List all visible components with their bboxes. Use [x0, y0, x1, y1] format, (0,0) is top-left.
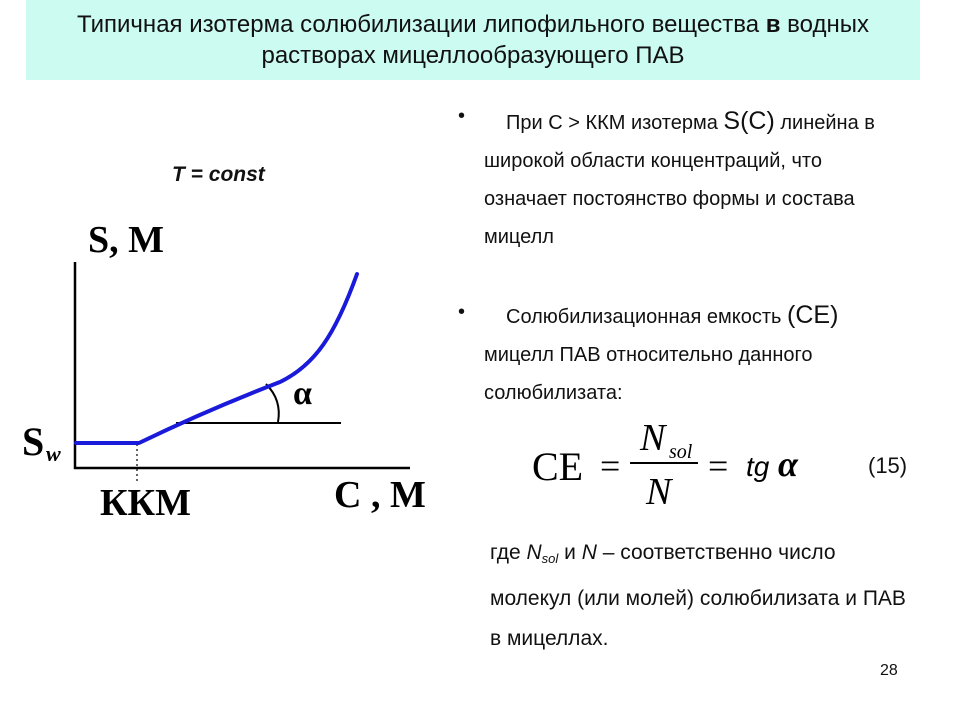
formula-equals-1: = — [600, 446, 621, 486]
formula-denominator: N — [646, 471, 672, 513]
formula-lhs: CE — [532, 444, 584, 489]
bullet-1-text-before: При С > ККМ изотерма — [506, 112, 724, 134]
bullet-marker-2: • — [458, 301, 466, 323]
title-part-3: водных растворах мицеллообразующего ПАВ — [261, 11, 869, 69]
y-axis-label: S, M — [88, 219, 164, 261]
sw-label: S — [22, 419, 45, 464]
footnote-where: где — [490, 541, 527, 564]
angle-label: α — [293, 375, 312, 412]
formula-numerator: N — [640, 417, 666, 459]
kkm-label: ККМ — [100, 482, 191, 524]
formula-tg: tg — [746, 451, 770, 482]
formula-alpha: α — [778, 444, 798, 484]
footnote-n: N — [581, 541, 597, 564]
isotherm-graph — [0, 0, 440, 540]
solubilization-capacity-formula — [528, 416, 828, 516]
bullet-2-text-after: мицелл ПАВ относительно данного солюбилизата: — [484, 344, 813, 404]
footnote — [490, 533, 910, 659]
bullet-1-text-after: линейна в широкой области концентраций, что означает постоянство формы и состава мицелл — [484, 112, 875, 248]
footnote-and: и — [558, 541, 582, 564]
title-part-2: в — [765, 11, 781, 38]
bullet-text-1 — [484, 102, 884, 256]
bullet-marker-1: • — [458, 105, 466, 127]
page-number: 28 — [880, 662, 898, 679]
formula-numerator-sub: sol — [669, 441, 693, 463]
footnote-n-sol-sub: sol — [541, 551, 559, 566]
footnote-n-sol: N — [526, 541, 542, 564]
formula-equals-2: = — [708, 446, 729, 486]
equation-number: (15) — [868, 453, 908, 478]
condition-label: T = const — [172, 163, 265, 186]
x-axis-label: C , M — [334, 474, 426, 516]
bullet-2-text-before: Солюбилизационная емкость — [506, 306, 788, 328]
footnote-rest: – соответственно число молекул (или молей) солюбилизата и ПАВ в мицеллах. — [490, 541, 906, 650]
bullet-1-text-big: S(C) — [723, 107, 775, 135]
bullet-text-2 — [484, 296, 884, 412]
sw-subscript: w — [46, 441, 61, 466]
angle-arc — [266, 384, 279, 422]
solubilization-isotherm-curve — [76, 274, 357, 443]
bullet-2-text-big: (CE) — [787, 301, 839, 329]
title-part-1: Типичная изотерма солюбилизации липофильного вещества — [77, 11, 766, 38]
